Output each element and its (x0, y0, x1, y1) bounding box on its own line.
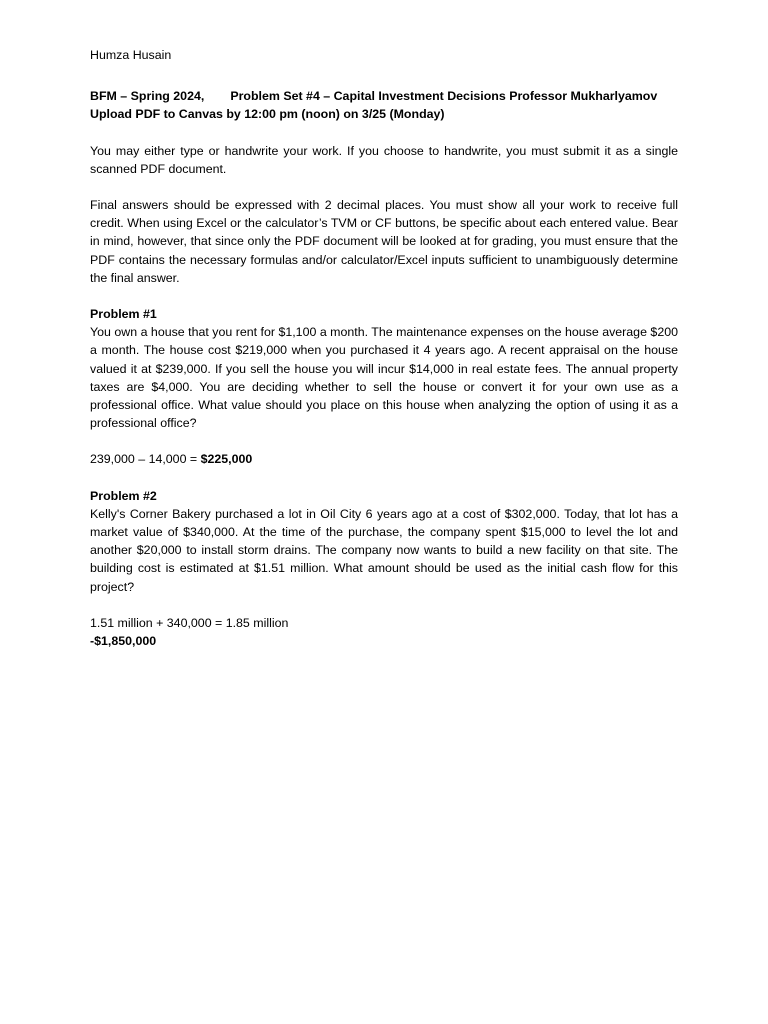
problem-1-title: Problem #1 (90, 307, 157, 322)
problem-2-answer (90, 614, 678, 650)
course-label: BFM – Spring 2024, (90, 89, 205, 104)
problem-2-final-answer: -$1,850,000 (90, 634, 157, 649)
problem-2 (90, 487, 678, 651)
problem-2-work: 1.51 million + 340,000 = 1.85 million (90, 615, 289, 630)
problem-2-title: Problem #2 (90, 488, 157, 503)
problem-1-text: You own a house that you rent for $1,100 a month. The maintenance expenses on the house average $200 a month. The house cost $219,000 when you purchased it 4 years ago. A recent appraisal on the house valued it at $239,000. If you sell the house you will incur $14,000 in real estate fees. The annual property taxes are $4,000. You are deciding whether to sell the house or convert it for your own use as a professional office. What value should you place on this house when analyzing the option of using it as a professional office? (90, 325, 678, 431)
instruction-paragraph-2: Final answers should be expressed with 2 decimal places. You must show all your work to receive full credit. When using Excel or the calculator’s TVM or CF buttons, be specific about each entered value. Bear in mind, however, that since only the PDF document will be looked at for grading, you must ensure that the PDF contains the necessary formulas and/or calculator/Excel inputs sufficient to unambiguously determine the final answer. (90, 198, 678, 285)
problem-1-work: 239,000 – 14,000 = (90, 452, 201, 467)
problem-2-text: Kelly's Corner Bakery purchased a lot in Oil City 6 years ago at a cost of $302,000. Today, that lot has a market value of $340,000. At the time of the purchase, the company spent $15,000 to level the lot and another $20,000 to install storm drains. The company now wants to build a new facility on that site. The building cost is estimated at $1.51 million. What amount should be used as the initial cash flow for this project? (90, 506, 678, 594)
problem-1-final-answer: $225,000 (200, 452, 253, 467)
author-name: Humza Husain (90, 48, 172, 62)
assignment-header (90, 87, 678, 123)
assignment-title: Problem Set #4 – Capital Investment Decisions Professor Mukharlyamov (230, 89, 658, 104)
deadline-line: Upload PDF to Canvas by 12:00 pm (noon) on 3/25 (Monday) (90, 107, 445, 122)
problem-1 (90, 305, 678, 469)
header-line-1 (90, 87, 678, 105)
problem-1-answer (90, 450, 678, 468)
instruction-paragraph-1: You may either type or handwrite your work. If you choose to handwrite, you must submit it as a single scanned PDF document. (90, 143, 678, 176)
document-page (90, 46, 678, 650)
